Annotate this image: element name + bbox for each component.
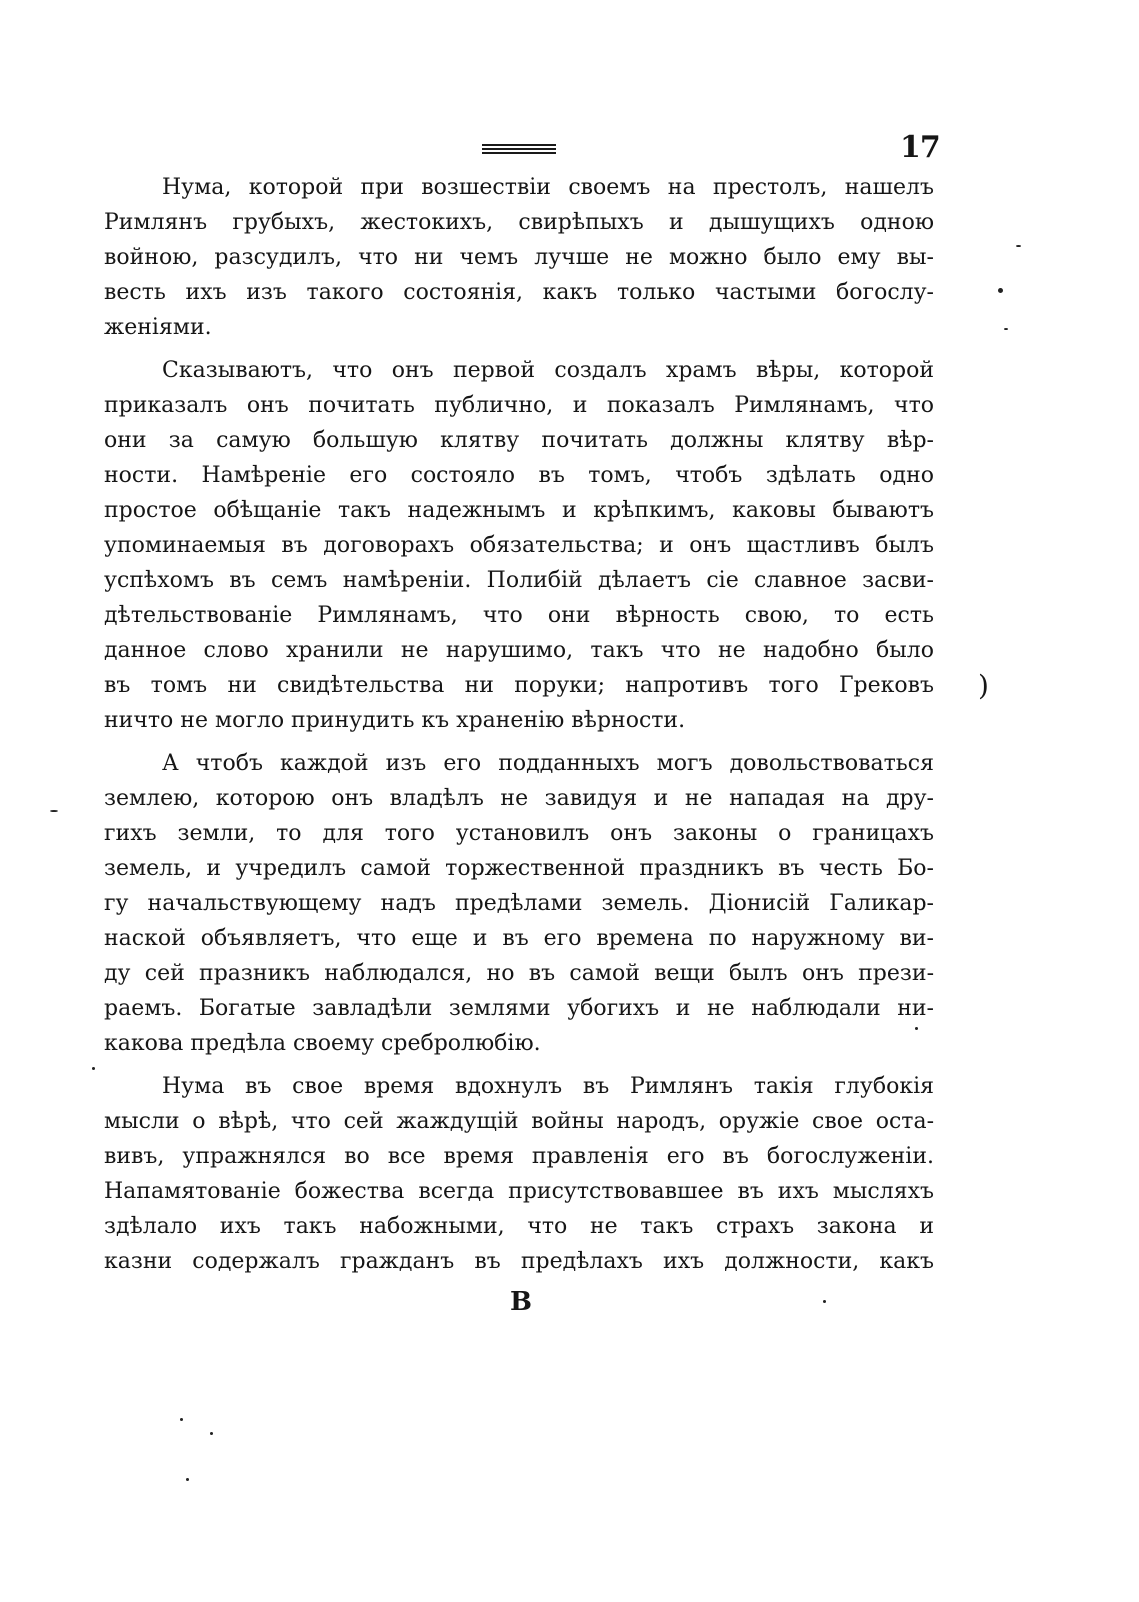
scan-speck [1004,328,1008,330]
text-line: раемъ. Богатые завладѣли землями убогихъ и не наблюдали ни- [104,996,934,1021]
scan-speck [92,1067,95,1070]
text-line: вивъ, упражнялся во все время правленiя его въ богослуженiи. [104,1144,934,1169]
text-line: Римлянъ грубыхъ, жестокихъ, свирѣпыхъ и дышущихъ одною [104,210,934,235]
paragraph-4 [104,1069,934,1279]
text-line: землею, которою онъ владѣлъ не завидуя и не нападая на дру- [104,786,934,811]
text-line: Нума, которой при возшествiи своемъ на престолъ, нашелъ [162,175,934,200]
text-line: успѣхомъ въ семъ намѣренiи. Полибiй дѣлаетъ сiе славное засви- [104,568,934,593]
text-line: какова предѣла своему сребролюбiю. [104,1031,541,1056]
signature-mark: В [510,1287,532,1317]
scan-speck [50,810,58,812]
text-line: земель, и учредилъ самой торжественной праздникъ въ честь Бо- [104,856,934,881]
scan-paren-mark: ) [978,669,989,702]
scan-speck [915,1027,918,1030]
body-text [104,170,934,1287]
text-line: ду сей празникъ наблюдался, но въ самой вещи былъ онъ прези- [104,961,934,986]
text-line: данное слово хранили не нарушимо, такъ что не надобно было [104,638,934,663]
text-line: весть ихъ изъ такого состоянiя, какъ только частыми богослу- [104,280,934,305]
text-line: Сказываютъ, что онъ первой создалъ храмъ вѣры, которой [162,358,934,383]
text-line: наской объявляетъ, что еще и въ его времена по наружному ви- [104,926,934,951]
text-line: Нума въ свое время вдохнулъ въ Римлянъ такiя глубокiя [162,1074,934,1099]
text-line: ности. Намѣренiе его состояло въ томъ, чтобъ здѣлать одно [104,463,934,488]
text-line: въ томъ ни свидѣтельства ни поруки; напротивъ того Грековъ [104,673,934,698]
text-line: простое обѣщанiе такъ надежнымъ и крѣпкимъ, каковы бываютъ [104,498,934,523]
text-line: приказалъ онъ почитать публично, и показалъ Римлянамъ, что [104,393,934,418]
header-ornament-rule [482,144,556,158]
paragraph-2 [104,353,934,738]
scan-speck [1016,245,1021,247]
scan-speck [823,1300,826,1303]
page-number: 17 [900,130,940,165]
text-line: войною, разсудилъ, что ни чемъ лучше не можно было ему вы- [104,245,934,270]
scan-speck [180,1418,183,1421]
text-line: упоминаемыя въ договорахъ обязательства; и онъ щастливъ былъ [104,533,934,558]
text-line: здѣлало ихъ такъ набожными, что не такъ страхъ закона и [104,1214,934,1239]
paragraph-1 [104,170,934,345]
scan-speck [998,288,1003,293]
text-line: Напамятованiе божества всегда присутствовавшее въ ихъ мысляхъ [104,1179,934,1204]
text-line: гу начальствующему надъ предѣлами земель. Дiонисiй Галикар- [104,891,934,916]
text-line: ничто не могло принудить къ храненiю вѣрности. [104,708,686,733]
text-line: дѣтельствованiе Римлянамъ, что они вѣрность свою, то есть [104,603,934,628]
scan-speck [186,1478,189,1481]
scan-speck [210,1432,213,1435]
paragraph-3 [104,746,934,1061]
text-line: казни содержалъ гражданъ въ предѣлахъ ихъ должности, какъ [104,1249,934,1274]
text-line: они за самую большую клятву почитать должны клятву вѣр- [104,428,934,453]
text-line: А чтобъ каждой изъ его подданныхъ могъ довольствоваться [162,751,934,776]
text-line: гихъ земли, то для того установилъ онъ законы о границахъ [104,821,934,846]
text-line: мысли о вѣрѣ, что сей жаждущiй войны народъ, оружiе свое оста- [104,1109,934,1134]
text-line: женiями. [104,315,212,340]
